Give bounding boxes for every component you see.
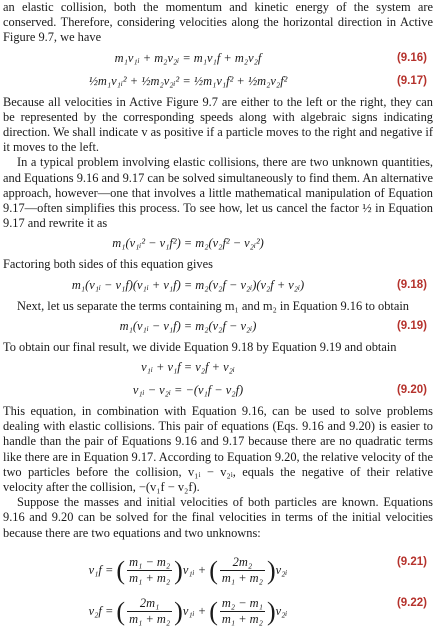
equation-intermediate bbox=[3, 358, 433, 378]
paragraph-separate-terms: Next, let us separate the terms containing m₁ and m₂ in Equation 9.16 to obtain bbox=[17, 298, 409, 313]
equation-9-21-term-2: v₂ᵢ bbox=[275, 562, 288, 577]
equation-9-19-number: (9.19) bbox=[396, 319, 427, 332]
equation-9-22-lhs: v₂f = bbox=[88, 603, 114, 618]
equation-9-22-term-2: v₂ᵢ bbox=[275, 603, 288, 618]
equation-9-22-number: (9.22) bbox=[396, 596, 427, 609]
equation-9-18-number: (9.18) bbox=[396, 278, 427, 291]
equation-9-21-fraction-1: $\frac{\text{m₁ − m₂}}{\text{m₁ + m₂}}$ bbox=[129, 554, 171, 586]
equation-9-22: v₂f = ( $\frac{\text{2m₁}}{\text{m₁ + m₂}}$ ) v₁ᵢ + ( $\frac{\text{m₂ − m₁}}{\text{m₁ + m₂}}$ ) v₂ᵢ (9.22) bbox=[88, 595, 427, 627]
paragraph-intro: an elastic collision, both the momentum and kinetic energy of the system are conserved. Therefore, considering velocities along the horizontal direction in Active Figure 9.7, we have bbox=[3, 0, 433, 45]
equation-9-19 bbox=[3, 317, 433, 337]
equation-9-21-term-1: v₁ᵢ + bbox=[182, 562, 207, 577]
equation-9-16 bbox=[3, 49, 433, 69]
equation-9-19-math: m₁(v₁ᵢ − v₁f) = m₂(v₂f − v₂ᵢ) bbox=[119, 318, 257, 333]
paragraph-typical-problem: In a typical problem involving elastic collisions, there are two unknown quantities, and Equations 9.16 and 9.17 can be solved simultaneously to find them. An alternative approach, however—one that involves a little mathematical manipulation of Equation 9.17—often simplifies this process. To see how, let us cancel the factor ½ in Equation 9.17 and rewrite it as bbox=[3, 155, 433, 231]
paragraph-masses-known: Suppose the masses and initial velocities of both particles are known. Equations 9.16 and 9.20 can be solved for the final velocities in terms of the initial velocities because there are two equations and two unknowns: bbox=[3, 495, 433, 540]
equation-9-18 bbox=[3, 276, 433, 296]
equation-9-16-math: m₁v₁ᵢ + m₂v₂ᵢ = m₁v₁f + m₂v₂f bbox=[114, 50, 262, 65]
paragraph-final-result: To obtain our final result, we divide Equation 9.18 by Equation 9.19 and obtain bbox=[3, 339, 397, 354]
equation-9-21-number: (9.21) bbox=[396, 555, 427, 568]
equation-9-21: v₁f = ( $\frac{\text{m₁ − m₂}}{\text{m₁ + m₂}}$ ) v₁ᵢ + ( $\frac{\text{2m₂}}{\text{m₁ + m₂}}$ ) v₂ᵢ (9.21) bbox=[88, 554, 427, 586]
equation-9-20 bbox=[3, 381, 433, 401]
equation-9-21-lhs: v₁f = bbox=[88, 562, 114, 577]
equation-9-18-math: m₁(v₁ᵢ − v₁f)(v₁ᵢ + v₁f) = m₂(v₂f − v₂ᵢ)(v₂f + v₂ᵢ) bbox=[71, 277, 305, 292]
equation-9-22-fraction-1: $\frac{\text{2m₁}}{\text{m₁ + m₂}}$ bbox=[129, 595, 171, 627]
equation-rewritten-math: m₁(v₁ᵢ² − v₁f²) = m₂(v₂f² − v₂ᵢ²) bbox=[112, 236, 264, 251]
paragraph-relative-velocity: This equation, in combination with Equation 9.16, can be used to solve problems dealing with elastic collisions. This pair of equations (Eqs. 9.16 and 9.20) is easier to handle than the pair of Equations 9.16 and 9.17 because there are no quadratic terms like there are in Equation 9.17. According to Equation 9.20, the relative velocity of the two particles before the collision, v₁ᵢ − v₂ᵢ, equals the negative of their relative velocity after the collision, −(v₁f − v₂f). bbox=[3, 404, 433, 495]
equation-9-21-fraction-2: $\frac{\text{2m₂}}{\text{m₁ + m₂}}$ bbox=[221, 554, 263, 586]
equation-9-17 bbox=[3, 72, 433, 92]
equation-intermediate-math: v₁ᵢ + v₁f = v₂f + v₂ᵢ bbox=[141, 360, 235, 375]
equation-rewritten bbox=[3, 234, 433, 254]
equation-9-20-math: v₁ᵢ − v₂ᵢ = −(v₁f − v₂f) bbox=[132, 383, 244, 398]
equation-9-17-math: ½m₁v₁ᵢ² + ½m₂v₂ᵢ² = ½m₁v₁f² + ½m₂v₂f² bbox=[88, 73, 288, 88]
equation-9-22-fraction-2: $\frac{\text{m₂ − m₁}}{\text{m₁ + m₂}}$ bbox=[221, 595, 263, 627]
equation-9-17-number: (9.17) bbox=[396, 74, 427, 87]
equation-9-16-number: (9.16) bbox=[396, 51, 427, 64]
textbook-page bbox=[3, 0, 433, 626]
paragraph-factoring: Factoring both sides of this equation gives bbox=[3, 257, 213, 272]
equation-9-22-term-1: v₁ᵢ + bbox=[182, 603, 207, 618]
paragraph-velocity-signs: Because all velocities in Active Figure 9.7 are either to the left or the right, they can be represented by the corresponding speeds along with algebraic signs indicating direction. We shall indicate v as positive if a particle moves to the right and negative if it moves to the left. bbox=[3, 94, 433, 155]
equation-9-20-number: (9.20) bbox=[396, 384, 427, 397]
